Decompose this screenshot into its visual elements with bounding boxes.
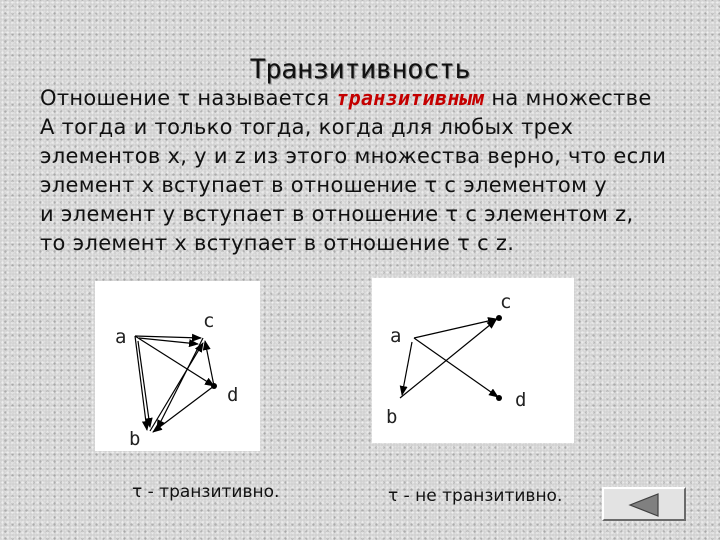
- node-c: [496, 315, 502, 321]
- label-a: a: [390, 325, 402, 347]
- edge-a-b: [402, 342, 412, 395]
- back-button[interactable]: [602, 487, 686, 521]
- edge-b-c: [150, 343, 203, 431]
- label-c: c: [500, 291, 512, 313]
- label-a: a: [115, 326, 127, 348]
- back-triangle-icon: [628, 493, 660, 517]
- non-transitive-graph-panel: [372, 278, 574, 443]
- edge-a-c: [135, 336, 201, 338]
- definition-line-5: и элемент y вступает в отношение τ с элементом z,: [40, 202, 634, 226]
- non-transitive-graph-edges: [400, 319, 498, 398]
- definition-line-6: то элемент x вступает в отношение τ с z.: [40, 231, 515, 255]
- edge-b-c: [400, 320, 496, 398]
- transitive-graph-edges: [135, 336, 214, 432]
- edge-d-c: [205, 341, 214, 386]
- definition-line-2: А тогда и только тогда, когда для любых трех: [40, 115, 574, 139]
- definition-line-1-start: Отношение τ называется: [40, 86, 337, 110]
- caption-transitive: τ - транзитивно.: [132, 482, 280, 502]
- edge-a-d: [414, 338, 498, 397]
- edge-a-c: [414, 319, 497, 338]
- non-transitive-graph: [372, 278, 574, 443]
- definition-line-3: элементов x, y и z из этого множества верно, что если: [40, 144, 667, 168]
- highlighted-term: транзитивным: [336, 86, 485, 110]
- definition-line-1-end: на множестве: [484, 86, 652, 110]
- definition-text: [40, 84, 710, 258]
- definition-line-1: [40, 84, 710, 113]
- transitive-graph-panel: [95, 281, 260, 451]
- edge-a-c-2: [139, 338, 198, 344]
- transitive-graph: [95, 281, 260, 451]
- edge-c-b: [157, 338, 203, 429]
- edge-a-b: [135, 336, 147, 430]
- label-b: b: [386, 406, 398, 428]
- label-b: b: [129, 428, 141, 450]
- edge-d-b: [153, 386, 214, 432]
- label-c: c: [203, 310, 215, 332]
- node-d: [496, 395, 502, 401]
- caption-non-transitive: τ - не транзитивно.: [388, 486, 563, 506]
- node-d: [211, 383, 217, 389]
- label-d: d: [227, 384, 239, 406]
- label-d: d: [515, 389, 527, 411]
- definition-line-4: элемент x вступает в отношение τ с элементом y: [40, 173, 607, 197]
- edge-a-b-2: [138, 341, 150, 427]
- slide-title: Транзитивность: [249, 54, 471, 85]
